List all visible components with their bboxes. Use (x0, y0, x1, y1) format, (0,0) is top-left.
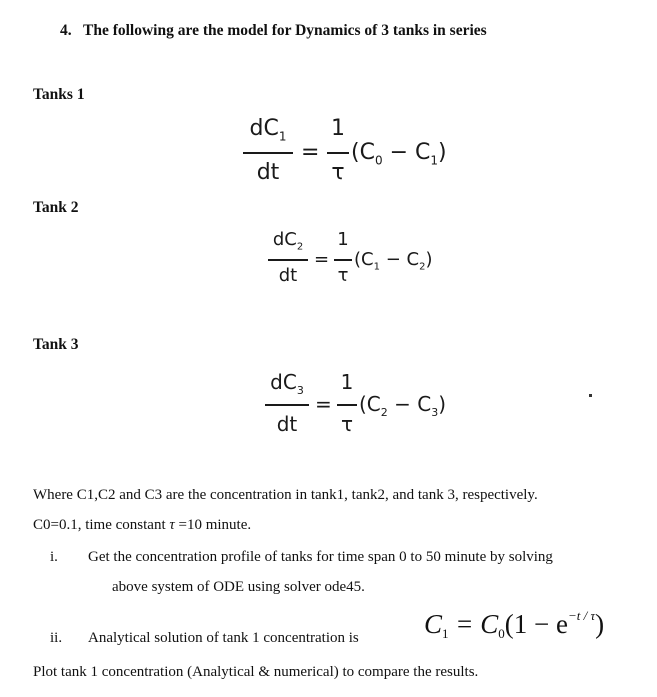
tank-2-label: Tank 2 (33, 199, 79, 216)
item-ii-marker: ii. (50, 630, 63, 646)
item-ii-text: Analytical solution of tank 1 concentration is (88, 630, 359, 646)
item-i-line1: Get the concentration profile of tanks for time span 0 to 50 minute by solving (88, 549, 553, 565)
final-instruction: Plot tank 1 concentration (Analytical & numerical) to compare the results. (33, 664, 479, 680)
tank-1-label: Tanks 1 (33, 86, 85, 103)
item-i-line2: above system of ODE using solver ode45. (112, 579, 365, 595)
question-heading (60, 22, 487, 40)
tank-1-equation: $dC_1$ dt = 1 τ $(C_0 - C_1)$ (243, 116, 483, 196)
tank-3-label: Tank 3 (33, 336, 79, 353)
item-i-marker: i. (50, 549, 58, 565)
params-line: C0=0.1, time constant τ =10 minute. (33, 517, 252, 533)
tank-3-equation: $dC_3$ dt = 1 τ $(C_2 - C_3)$ (265, 370, 475, 450)
analytic-formula: $C_1 = C_0(1 - e^{-t / \tau})$ (424, 608, 605, 641)
question-title: The following are the model for Dynamics of 3 tanks in series (82, 22, 487, 39)
question-number: 4. (60, 22, 72, 39)
where-line: Where C1,C2 and C3 are the concentration in tank1, tank2, and tank 3, respectively. (33, 487, 538, 503)
tank-2-equation: $dC_2$ dt = 1 τ $(C_1 - C_2)$ (268, 229, 468, 299)
stray-dot (589, 394, 592, 397)
